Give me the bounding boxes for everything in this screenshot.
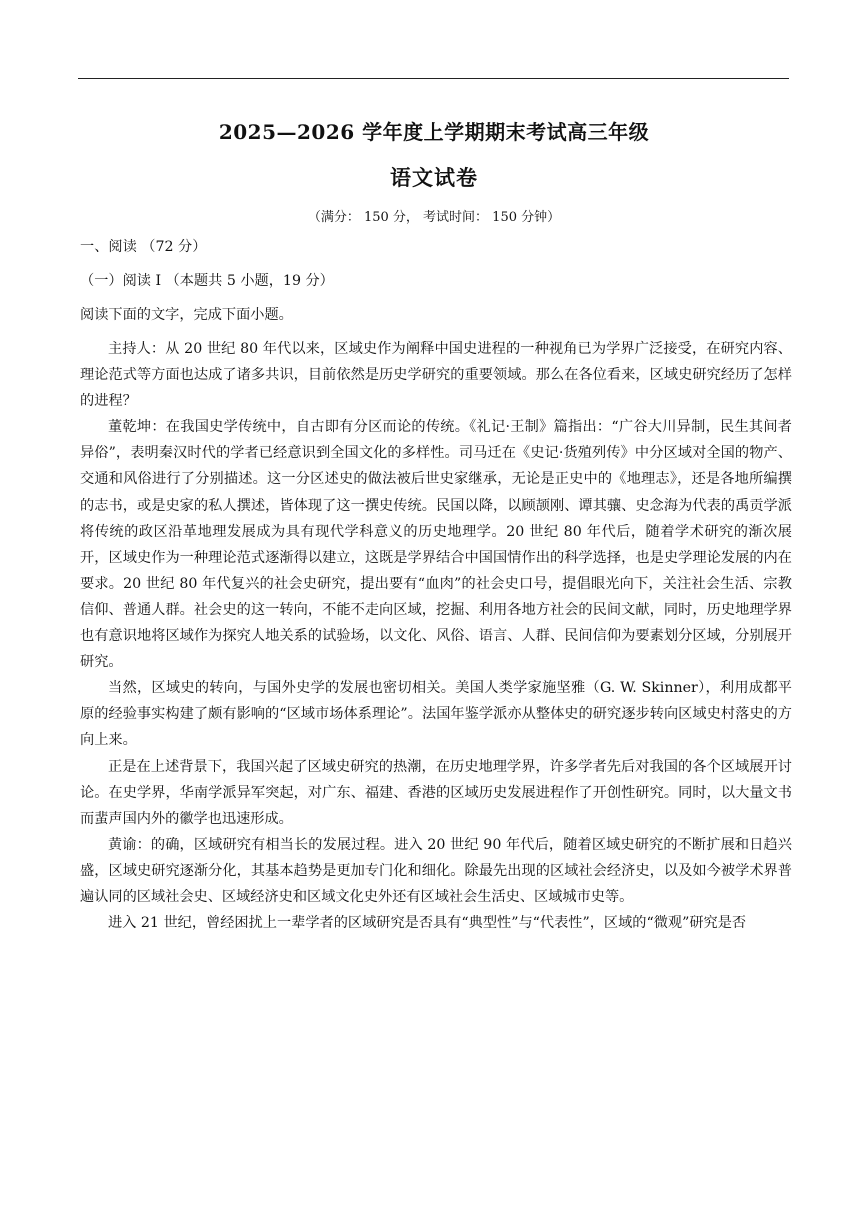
section-heading-reading: 一、阅读 （72 分） [80, 239, 207, 255]
header-rule [78, 78, 789, 79]
score-time-info: （满分： 150 分， 考试时间： 150 分钟） [307, 210, 561, 225]
exam-title: 2025—2026 学年度上学期期末考试高三年级 [218, 120, 650, 144]
passage-paragraph: 主持人：从 20 世纪 80 年代以来，区域史作为阐释中国史进程的一种视角已为学界广泛接受，在研究内容、理论范式等方面也达成了诸多共识，目前依然是历史学研究的重要领域。那么在各位看来，区域史研究经历了怎样的进程？ [80, 341, 792, 410]
passage-paragraph: 当然，区域史的转向，与国外史学的发展也密切相关。美国人类学家施坚雅（G. W. Skinner），利用成都平原的经验事实构建了颇有影响的“区域市场体系理论”。法国年鉴学派亦从整体史的研究逐步转向区域史村落史的方向上来。 [80, 680, 792, 749]
exam-subject: 语文试卷 [390, 165, 478, 190]
reading-passage [80, 336, 792, 936]
passage-paragraph: 进入 21 世纪，曾经困扰上一辈学者的区域研究是否具有“典型性”与“代表性”，区域的“微观”研究是否 [108, 915, 747, 932]
passage-paragraph: 正是在上述背景下，我国兴起了区域史研究的热潮，在历史地理学界，许多学者先后对我国的各个区域展开讨论。在史学界，华南学派异军突起，对广东、福建、香港的区域历史发展进程作了开创性研究。同时，以大量文书而蜚声国内外的徽学也迅速形成。 [80, 758, 792, 827]
passage-paragraph: 黄谕：的确，区域研究有相当长的发展过程。进入 20 世纪 90 年代后，随着区域史研究的不断扩展和日趋兴盛，区域史研究逐渐分化，其基本趋势是更加专门化和细化。除最先出现的区域社会经济史，以及如今被学术界普遍认同的区域社会史、区域经济史和区域文化史外还有区域社会生活史、区域城市史等。 [80, 836, 792, 905]
passage-paragraph: 董乾坤：在我国史学传统中，自古即有分区而论的传统。《礼记·王制》篇指出：“广谷大川异制，民生其间者异俗”，表明秦汉时代的学者已经意识到全国文化的多样性。司马迁在《史记·货殖列传》中分区域对全国的物产、交通和风俗进行了分别描述。这一分区述史的做法被后世史家继承，无论是正史中的《地理志》，还是各地所编撰的志书，或是史家的私人撰述，皆体现了这一撰史传统。民国以降，以顾颉刚、谭其骧、史念海为代表的禹贡学派将传统的政区沿革地理发展成为具有现代学科意义的历史地理学。20 世纪 80 年代后，随着学术研究的渐次展开，区域史作为一种理论范式逐渐得以建立，这既是学界结合中国国情作出的科学选择，也是史学理论发展的内在要求。20 世纪 80 年代复兴的社会史研究，提出要有“血肉”的社会史口号，提倡眼光向下，关注社会生活、宗教信仰、普通人群。社会史的这一转向，不能不走向区域，挖掘、利用各地方社会的民间文献，同时，历史地理学界也有意识地将区域作为探究人地关系的试验场，以文化、风俗、语言、人群、民间信仰为要素划分区域，分别展开研究。 [80, 419, 792, 671]
reading-instruction: 阅读下面的文字，完成下面小题。 [80, 307, 293, 323]
subsection-heading-reading-one: （一）阅读 I （本题共 5 小题，19 分） [80, 273, 334, 289]
